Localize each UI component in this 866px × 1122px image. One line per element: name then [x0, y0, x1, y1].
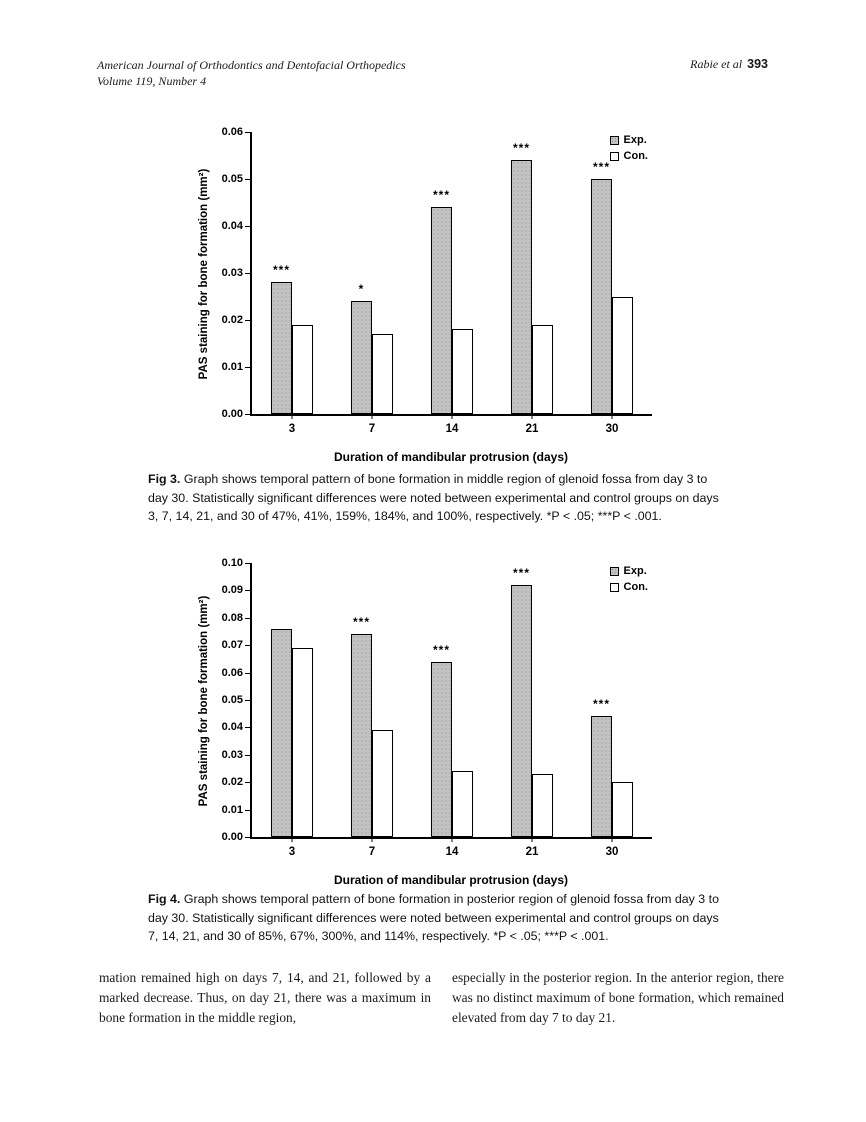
y-tick-mark — [245, 273, 251, 274]
y-tick-mark — [245, 755, 251, 756]
x-tick-mark — [532, 837, 533, 842]
x-axis-label: Duration of mandibular protrusion (days) — [333, 873, 568, 887]
figure-3-caption-text: Graph shows temporal pattern of bone formation in middle region of glenoid fossa from day 3 to day 30. Statistically significant differences were noted between experimental and control groups on days 3, 7, 14, 21, and 30 of 47%, 41%, 159%, 184%, and 100%, respectively. *P < .05; ***P < .001. — [148, 472, 719, 524]
y-tick-label: 0.03 — [221, 748, 243, 761]
con-bar-day-7 — [372, 334, 393, 414]
y-tick-mark — [245, 414, 251, 415]
y-axis-label: PAS staining for bone formation (mm²) — [198, 595, 210, 807]
figure-3-caption — [148, 470, 728, 526]
con-bar-day-3 — [292, 648, 313, 837]
figure-4-caption — [148, 890, 728, 946]
y-tick-mark — [245, 837, 251, 838]
x-tick-label-day-21: 21 — [525, 846, 539, 858]
y-tick-mark — [245, 132, 251, 133]
y-tick-mark — [245, 563, 251, 564]
y-tick-label: 0.02 — [221, 314, 243, 326]
significance-marker-day-3: *** — [272, 263, 291, 278]
y-tick-label: 0.10 — [221, 557, 243, 569]
significance-marker-day-30: *** — [592, 160, 611, 174]
y-tick-mark — [245, 810, 251, 811]
plot-area — [221, 126, 652, 435]
con-swatch-icon — [610, 583, 619, 592]
con-bar-day-3 — [292, 325, 313, 414]
legend-item-con — [610, 581, 648, 593]
exp-bar-day-3 — [271, 629, 292, 837]
y-tick-label: 0.04 — [221, 721, 243, 734]
exp-bar-day-30 — [591, 179, 612, 414]
figure-4-caption-text: Graph shows temporal pattern of bone formation in posterior region of glenoid fossa from day 3 to day 30. Statistically significant differences were noted between experimental and control groups on days 7, 14, 21, and 30 of 85%, 67%, 300%, and 114%, respectively. *P < .05; ***P < .001. — [148, 892, 719, 944]
exp-bar-day-7 — [351, 634, 372, 837]
exp-swatch-icon — [610, 567, 619, 576]
x-tick-mark — [292, 414, 293, 419]
y-tick-mark — [245, 645, 251, 646]
y-tick-label: 0.05 — [221, 173, 243, 185]
y-tick-mark — [245, 618, 251, 619]
figure-4-chart — [188, 551, 688, 903]
x-tick-mark — [452, 414, 453, 419]
y-tick-mark — [245, 179, 251, 180]
y-tick-label: 0.05 — [221, 694, 243, 706]
y-tick-mark — [245, 320, 251, 321]
y-tick-label: 0.04 — [221, 220, 243, 232]
figure-3-chart — [188, 120, 688, 472]
con-bar-day-21 — [532, 774, 553, 837]
con-bar-day-30 — [612, 297, 633, 415]
y-tick-label: 0.09 — [221, 584, 243, 597]
y-tick-label: 0.07 — [221, 639, 243, 652]
exp-bar-day-14 — [431, 662, 452, 837]
con-bar-day-7 — [372, 730, 393, 837]
x-tick-mark — [372, 837, 373, 842]
exp-swatch-icon — [610, 136, 619, 145]
x-axis-label: Duration of mandibular protrusion (days) — [333, 450, 568, 464]
exp-bar-day-21 — [511, 160, 532, 414]
y-tick-label: 0.03 — [221, 267, 243, 279]
x-tick-label-day-30: 30 — [605, 846, 619, 858]
legend-label: Exp. — [623, 134, 647, 146]
body-text-left-column: mation remained high on days 7, 14, and 21, followed by a marked decrease. Thus, on day 21, there was a maximum in bone formation in the middle region, — [99, 970, 431, 1026]
x-tick-label-day-21: 21 — [525, 423, 539, 435]
y-tick-mark — [245, 367, 251, 368]
significance-marker-day-30: *** — [592, 697, 611, 712]
y-tick-mark — [245, 782, 251, 783]
y-tick-mark — [245, 226, 251, 227]
y-tick-label: 0.01 — [221, 361, 243, 373]
legend-item-exp — [610, 565, 648, 577]
exp-bar-day-14 — [431, 207, 452, 414]
legend-item-exp — [610, 134, 648, 146]
con-bar-day-30 — [612, 782, 633, 837]
journal-header — [97, 57, 406, 89]
significance-marker-day-21: *** — [512, 141, 531, 156]
significance-marker-day-7: *** — [352, 615, 371, 630]
y-tick-mark — [245, 700, 251, 701]
y-tick-label: 0.01 — [221, 803, 243, 816]
x-tick-label-day-7: 7 — [368, 846, 376, 858]
legend-label: Con. — [623, 581, 648, 593]
x-tick-label-day-7: 7 — [368, 423, 376, 435]
y-tick-mark — [245, 590, 251, 591]
significance-marker-day-14: *** — [432, 188, 451, 203]
con-bar-day-14 — [452, 329, 473, 414]
y-tick-label: 0.06 — [221, 126, 243, 138]
y-tick-mark — [245, 727, 251, 728]
x-tick-mark — [612, 837, 613, 842]
legend-item-con — [610, 150, 648, 162]
legend — [610, 565, 648, 593]
journal-title: American Journal of Orthodontics and Dentofacial Orthopedics — [97, 58, 406, 72]
x-tick-label-day-14: 14 — [445, 423, 459, 435]
y-axis-label: PAS staining for bone formation (mm²) — [198, 168, 210, 380]
plot-area — [221, 557, 652, 858]
x-tick-label-day-30: 30 — [605, 423, 619, 435]
exp-bar-day-3 — [271, 282, 292, 414]
exp-bar-day-7 — [351, 301, 372, 414]
y-tick-label: 0.00 — [221, 831, 243, 843]
legend-label: Exp. — [623, 565, 647, 577]
x-tick-label-day-14: 14 — [445, 846, 459, 858]
x-tick-mark — [452, 837, 453, 842]
authors: Rabie et al — [690, 57, 743, 71]
x-tick-mark — [612, 414, 613, 419]
body-text-right-column: especially in the posterior region. In the anterior region, there was no distinct maximum of bone formation, which remained elevated from day 7 to day 21. — [452, 970, 784, 1026]
x-tick-label-day-3: 3 — [288, 846, 296, 858]
y-tick-mark — [245, 673, 251, 674]
con-swatch-icon — [610, 152, 619, 161]
significance-marker-day-21: *** — [512, 565, 531, 580]
significance-marker-day-14: *** — [432, 642, 451, 657]
con-bar-day-14 — [452, 771, 473, 837]
exp-bar-day-30 — [591, 716, 612, 837]
page-number: 393 — [747, 57, 768, 71]
exp-bar-day-21 — [511, 585, 532, 837]
legend — [610, 134, 648, 162]
legend-label: Con. — [623, 150, 648, 162]
y-tick-label: 0.08 — [221, 611, 243, 624]
y-tick-label: 0.00 — [221, 408, 243, 420]
con-bar-day-21 — [532, 325, 553, 414]
y-tick-label: 0.06 — [221, 666, 243, 679]
journal-issue: Volume 119, Number 4 — [97, 74, 207, 89]
significance-marker-day-7: * — [358, 282, 365, 297]
page-header-right — [540, 57, 768, 72]
x-tick-mark — [292, 837, 293, 842]
x-tick-mark — [532, 414, 533, 419]
figure-4-caption-label: Fig 4. — [148, 892, 181, 906]
figure-3-caption-label: Fig 3. — [148, 472, 181, 486]
x-tick-label-day-3: 3 — [288, 423, 296, 435]
y-tick-label: 0.02 — [221, 776, 243, 789]
x-tick-mark — [372, 414, 373, 419]
